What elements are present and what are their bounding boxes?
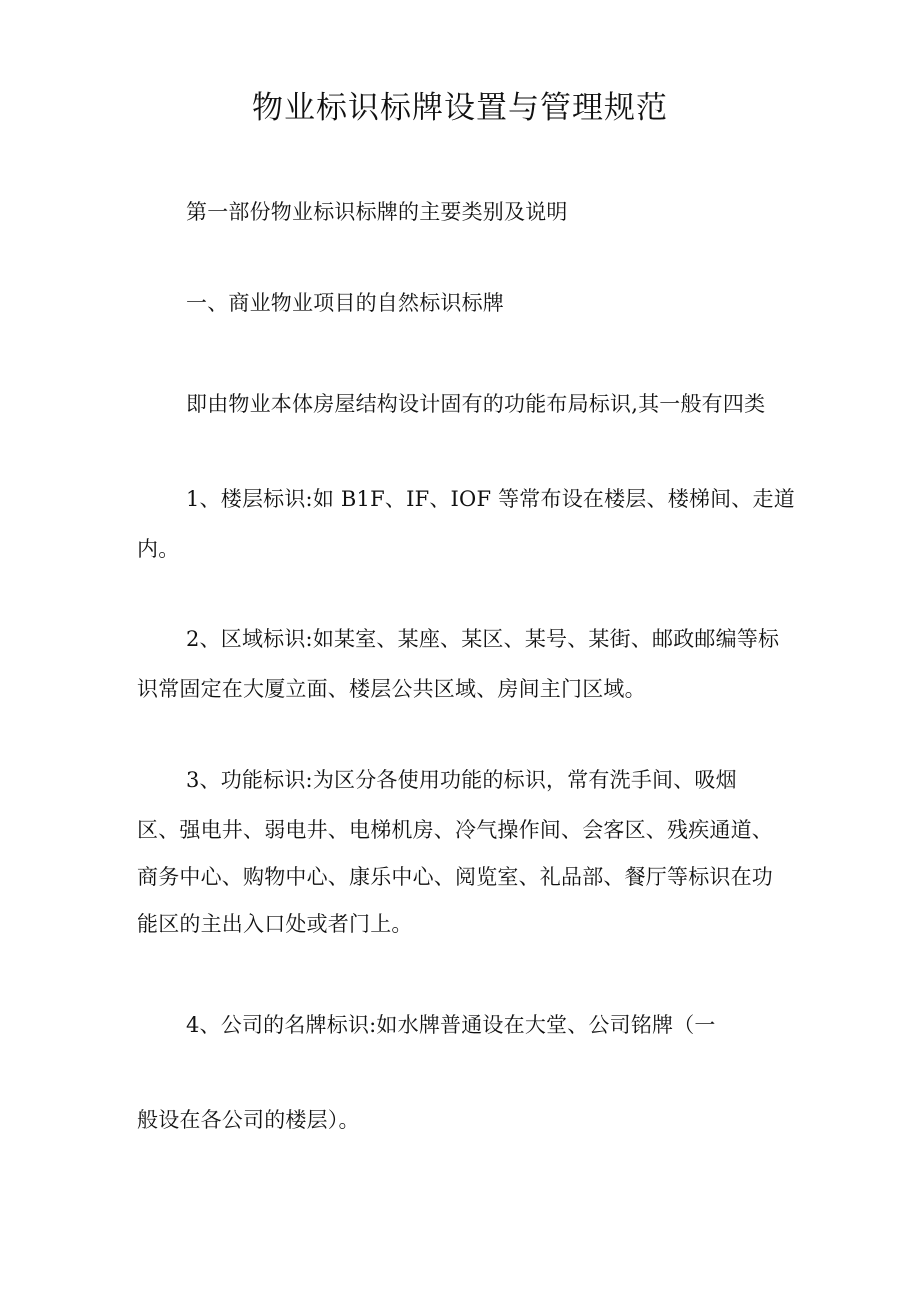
- item4-line-1: 4、公司的名牌标识:如水牌普通设在大堂、公司铭牌（一: [186, 1013, 716, 1037]
- item2-line-1: 2、区域标识:如某室、某座、某区、某号、某街、邮政邮编等标: [186, 627, 780, 651]
- item1-line-1: 1、楼层标识:如 B1F、IF、IOF 等常布设在楼层、楼梯间、走道: [186, 487, 795, 511]
- item3-line-1: 3、功能标识:为区分各使用功能的标识，常有洗手间、吸烟: [186, 768, 737, 792]
- item3-line-3: 商务中心、购物中心、康乐中心、阅览室、礼品部、餐厅等标识在功: [137, 865, 773, 889]
- item1-line-2: 内。: [137, 537, 180, 561]
- item3-line-2: 区、强电井、弱电井、电梯机房、冷气操作间、会客区、残疾通道、: [137, 818, 773, 842]
- intro-paragraph: 即由物业本体房屋结构设计固有的功能布局标识,其一般有四类: [186, 392, 766, 416]
- item2-line-2: 识常固定在大厦立面、楼层公共区域、房间主门区域。: [137, 677, 646, 701]
- item3-line-4: 能区的主出入口处或者门上。: [137, 912, 413, 936]
- part-heading: 第一部份物业标识标牌的主要类别及说明: [186, 200, 568, 224]
- document-title: 物业标识标牌设置与管理规范: [252, 90, 668, 126]
- section-heading: 一、商业物业项目的自然标识标牌: [186, 291, 504, 315]
- item4-line-2: 般设在各公司的楼层）。: [137, 1108, 360, 1132]
